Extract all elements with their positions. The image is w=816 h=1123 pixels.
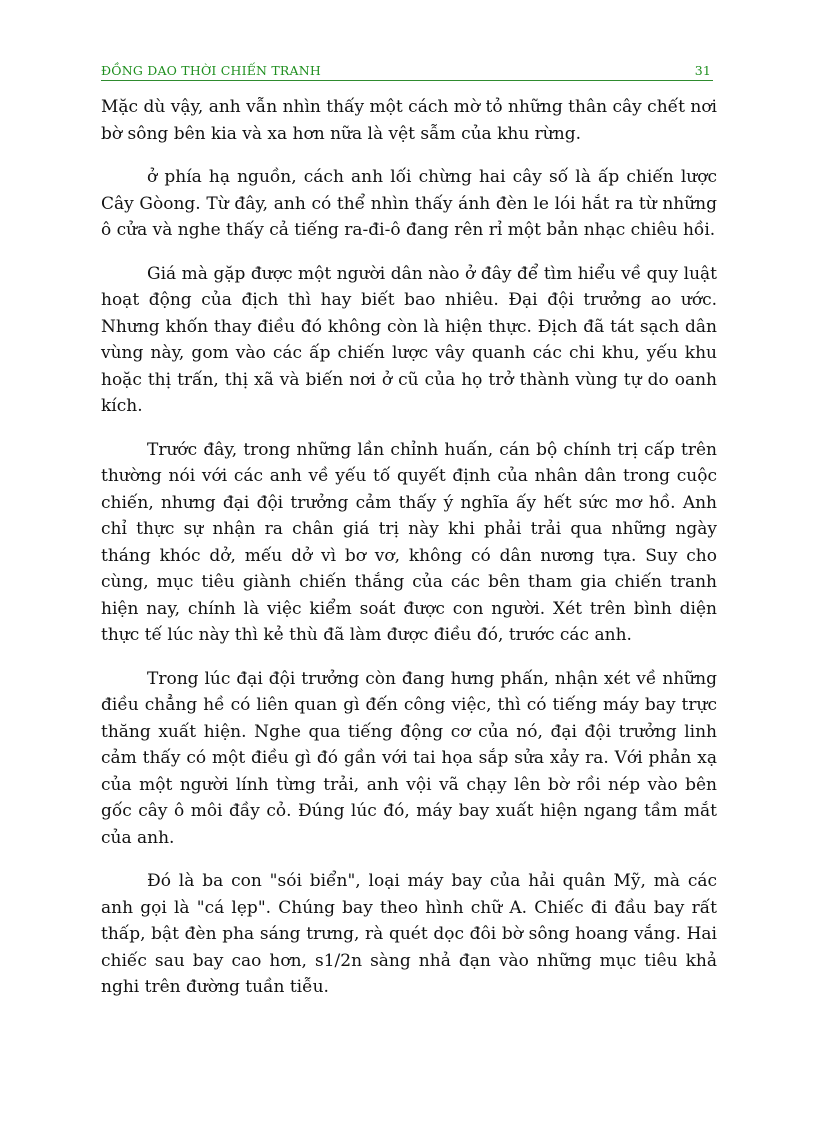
paragraph-5: Trong lúc đại đội trưởng còn đang hưng phấn, nhận xét về những điều chẳng hề có liên quan gì đến công việc, thì có tiếng máy bay trực thăng xuất hiện. Nghe qua tiếng động cơ của nó, đại đội trưởng linh cảm thấy có một điều gì đó gần với tai họa sắp sửa xảy ra. Với phản xạ của một người lính từng trải, anh vội vã chạy lên bờ rồi nép vào bên gốc cây ô môi đầy cỏ. Đúng lúc đó, máy bay xuất hiện ngang tầm mắt của anh. <box>101 668 717 848</box>
paragraph-1: Mặc dù vậy, anh vẫn nhìn thấy một cách mờ tỏ những thân cây chết nơi bờ sông bên kia và xa hơn nữa là vệt sẫm của khu rừng. <box>101 97 717 144</box>
page-number: 31 <box>694 63 711 78</box>
paragraph-3: Giá mà gặp được một người dân nào ở đây để tìm hiểu về quy luật hoạt động của địch thì hay biết bao nhiêu. Đại đội trưởng ao ước. Nhưng khốn thay điều đó không còn là hiện thực. Địch đã tát sạch dân vùng này, gom vào các ấp chiến lược vây quanh các chi khu, yếu khu hoặc thị trấn, thị xã và biến nơi ở cũ của họ trở thành vùng tự do oanh kích. <box>101 263 717 416</box>
header-title: ĐỒNG DAO THỜI CHIẾN TRANH <box>101 63 321 78</box>
paragraph-6: Đó là ba con "sói biển", loại máy bay của hải quân Mỹ, mà các anh gọi là "cá lẹp". Chúng bay theo hình chữ A. Chiếc đi đầu bay rất thấp, bật đèn pha sáng trưng, rà quét dọc đôi bờ sông hoang vắng. Hai chiếc sau bay cao hơn, s1/2n sàng nhả đạn vào những mục tiêu khả nghi trên đường tuần tiễu. <box>101 871 717 997</box>
paragraph-4: Trước đây, trong những lần chỉnh huấn, cán bộ chính trị cấp trên thường nói với các anh về yếu tố quyết định của nhân dân trong cuộc chiến, nhưng đại đội trưởng cảm thấy ý nghĩa ấy hết sức mơ hồ. Anh chỉ thực sự nhận ra chân giá trị này khi phải trải qua những ngày tháng khóc dở, mếu dở vì bơ vơ, không có dân nương tựa. Suy cho cùng, mục tiêu giành chiến thắng của các bên tham gia chiến tranh hiện nay, chính là việc kiểm soát được con người. Xét trên bình diện thực tế lúc này thì kẻ thù đã làm được điều đó, trước các anh. <box>101 439 717 645</box>
body-text <box>101 94 717 1018</box>
running-header <box>101 62 713 81</box>
paragraph-2: ở phía hạ nguồn, cách anh lối chừng hai cây số là ấp chiến lược Cây Gòong. Từ đây, anh có thể nhìn thấy ánh đèn le lói hắt ra từ những ô cửa và nghe thấy cả tiếng ra-đi-ô đang rên rỉ một bản nhạc chiêu hồi. <box>101 167 717 240</box>
